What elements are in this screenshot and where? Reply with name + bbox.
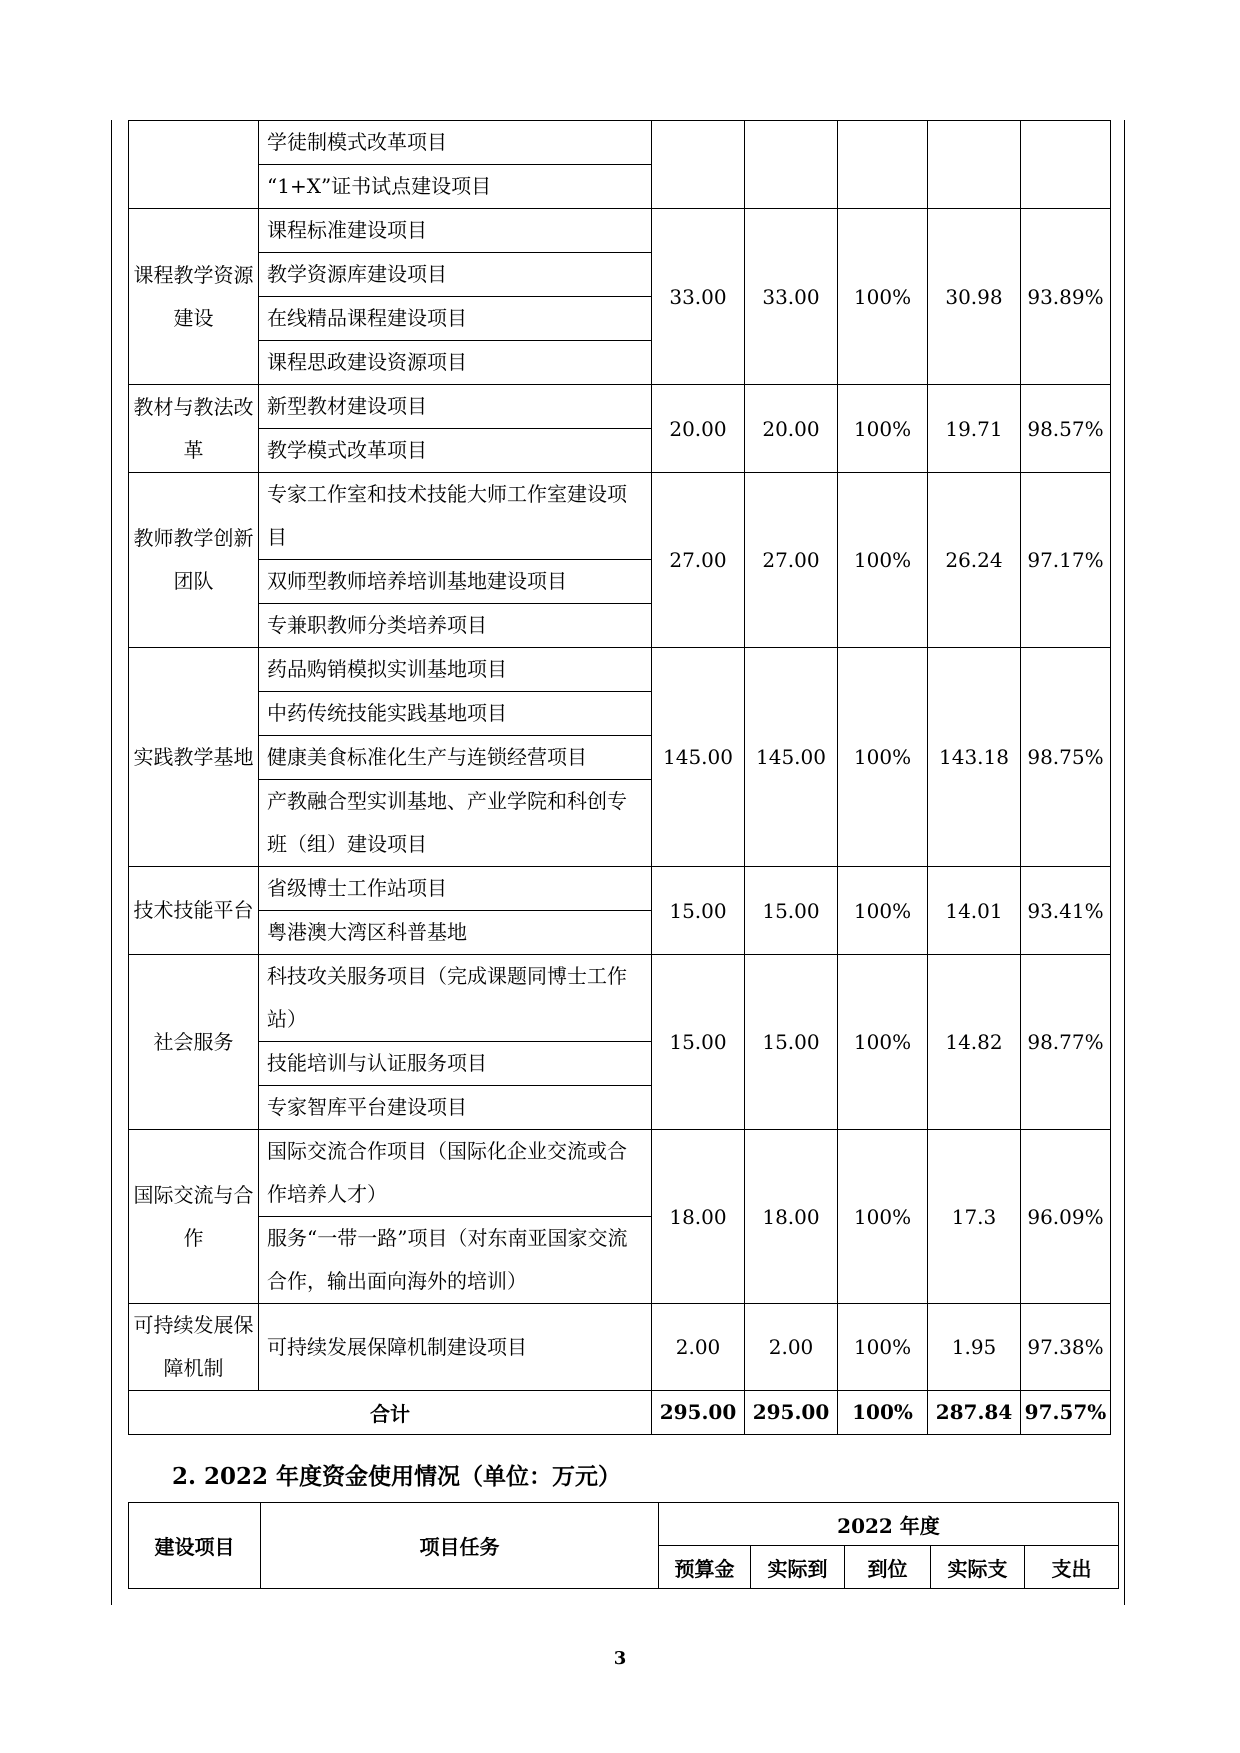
- table-row: [129, 955, 1111, 999]
- task-cell: 专家工作室和技术技能大师工作室建设项目: [259, 473, 652, 560]
- task-cell: 教学资源库建设项目: [259, 253, 652, 297]
- header-received: 实际到: [751, 1546, 845, 1589]
- total-budget: 295.00: [652, 1391, 745, 1435]
- rate-cell: 100%: [838, 867, 928, 955]
- received-cell: 18.00: [745, 1130, 838, 1304]
- category-cell: 教材与教法改革: [129, 385, 259, 473]
- spent-cell: [928, 121, 1021, 209]
- spend-rate-cell: 97.38%: [1021, 1304, 1111, 1391]
- funding-table: [128, 120, 1111, 1435]
- page-number: 3: [613, 1648, 627, 1669]
- rate-cell: [838, 121, 928, 209]
- total-received: 295.00: [745, 1391, 838, 1435]
- received-cell: [745, 121, 838, 209]
- spend-rate-cell: 98.57%: [1021, 385, 1111, 473]
- task-cell: 技能培训与认证服务项目: [259, 1042, 652, 1086]
- table-row: [129, 1304, 1111, 1391]
- task-cell: 药品购销模拟实训基地项目: [259, 648, 652, 692]
- task-cell: 课程思政建设资源项目: [259, 341, 652, 385]
- received-cell: 2.00: [745, 1304, 838, 1391]
- total-spend-rate: 97.57%: [1021, 1391, 1111, 1435]
- received-cell: 33.00: [745, 209, 838, 385]
- task-cell: 新型教材建设项目: [259, 385, 652, 429]
- task-cell: 学徒制模式改革项目: [259, 121, 652, 165]
- budget-cell: 145.00: [652, 648, 745, 867]
- rate-cell: 100%: [838, 648, 928, 867]
- task-cell: 健康美食标准化生产与连锁经营项目: [259, 736, 652, 780]
- category-cell: 国际交流与合作: [129, 1130, 259, 1304]
- task-cell: 服务“一带一路”项目（对东南亚国家交流合作，输出面向海外的培训）: [259, 1217, 652, 1304]
- received-cell: 15.00: [745, 955, 838, 1130]
- task-cell: 可持续发展保障机制建设项目: [259, 1304, 652, 1391]
- rate-cell: 100%: [838, 955, 928, 1130]
- spent-cell: 26.24: [928, 473, 1021, 648]
- category-cell: [129, 121, 259, 209]
- task-cell: 省级博士工作站项目: [259, 867, 652, 911]
- budget-cell: 15.00: [652, 955, 745, 1130]
- spend-rate-cell: 98.77%: [1021, 955, 1111, 1130]
- annual-table-header: [128, 1502, 1119, 1589]
- spent-cell: 30.98: [928, 209, 1021, 385]
- spent-cell: 1.95: [928, 1304, 1021, 1391]
- header-spend-rate: 支出: [1025, 1546, 1119, 1589]
- task-cell: 专兼职教师分类培养项目: [259, 604, 652, 648]
- rate-cell: 100%: [838, 473, 928, 648]
- budget-cell: 33.00: [652, 209, 745, 385]
- task-cell: 产教融合型实训基地、产业学院和科创专班（组）建设项目: [259, 780, 652, 867]
- budget-cell: 2.00: [652, 1304, 745, 1391]
- budget-cell: [652, 121, 745, 209]
- spend-rate-cell: 96.09%: [1021, 1130, 1111, 1304]
- category-cell: 实践教学基地: [129, 648, 259, 867]
- budget-cell: 27.00: [652, 473, 745, 648]
- table-row: [129, 385, 1111, 429]
- header-rate: 到位: [845, 1546, 931, 1589]
- received-cell: 145.00: [745, 648, 838, 867]
- spend-rate-cell: 93.41%: [1021, 867, 1111, 955]
- task-cell: 粤港澳大湾区科普基地: [259, 911, 652, 955]
- total-label: 合计: [129, 1391, 652, 1435]
- task-cell: 科技攻关服务项目（完成课题同博士工作站）: [259, 955, 652, 1042]
- spent-cell: 14.01: [928, 867, 1021, 955]
- budget-cell: 15.00: [652, 867, 745, 955]
- header-budget: 预算金: [659, 1546, 751, 1589]
- received-cell: 27.00: [745, 473, 838, 648]
- category-cell: 社会服务: [129, 955, 259, 1130]
- table-row: [129, 1130, 1111, 1174]
- budget-cell: 20.00: [652, 385, 745, 473]
- task-cell: 课程标准建设项目: [259, 209, 652, 253]
- header-task: 项目任务: [261, 1503, 659, 1589]
- task-cell: 双师型教师培养培训基地建设项目: [259, 560, 652, 604]
- budget-cell: 18.00: [652, 1130, 745, 1304]
- task-cell: 在线精品课程建设项目: [259, 297, 652, 341]
- rate-cell: 100%: [838, 1304, 928, 1391]
- rate-cell: 100%: [838, 385, 928, 473]
- spent-cell: 143.18: [928, 648, 1021, 867]
- table-row: [129, 648, 1111, 692]
- task-cell: 中药传统技能实践基地项目: [259, 692, 652, 736]
- task-cell: 国际交流合作项目（国际化企业交流或合作培养人才）: [259, 1130, 652, 1217]
- spend-rate-cell: 97.17%: [1021, 473, 1111, 648]
- task-cell: “1+X”证书试点建设项目: [259, 165, 652, 209]
- funding-table-body: [129, 121, 1111, 1435]
- rate-cell: 100%: [838, 1130, 928, 1304]
- spent-cell: 17.3: [928, 1130, 1021, 1304]
- rate-cell: 100%: [838, 209, 928, 385]
- category-cell: 可持续发展保障机制: [129, 1304, 259, 1391]
- spend-rate-cell: 93.89%: [1021, 209, 1111, 385]
- spent-cell: 19.71: [928, 385, 1021, 473]
- spend-rate-cell: 98.75%: [1021, 648, 1111, 867]
- table-row: [129, 867, 1111, 911]
- header-year: 2022 年度: [659, 1503, 1119, 1546]
- category-cell: 教师教学创新团队: [129, 473, 259, 648]
- task-cell: 教学模式改革项目: [259, 429, 652, 473]
- category-cell: 课程教学资源建设: [129, 209, 259, 385]
- section-title: 2. 2022 年度资金使用情况（单位：万元）: [172, 1463, 622, 1490]
- spent-cell: 14.82: [928, 955, 1021, 1130]
- table-row: [129, 121, 1111, 165]
- task-cell: 专家智库平台建设项目: [259, 1086, 652, 1130]
- category-cell: 技术技能平台: [129, 867, 259, 955]
- total-spent: 287.84: [928, 1391, 1021, 1435]
- received-cell: 15.00: [745, 867, 838, 955]
- table-row: [129, 209, 1111, 253]
- total-row: [129, 1391, 1111, 1435]
- header-spent: 实际支: [931, 1546, 1025, 1589]
- total-rate: 100%: [838, 1391, 928, 1435]
- header-project: 建设项目: [129, 1503, 261, 1589]
- spend-rate-cell: [1021, 121, 1111, 209]
- received-cell: 20.00: [745, 385, 838, 473]
- table-row: [129, 473, 1111, 517]
